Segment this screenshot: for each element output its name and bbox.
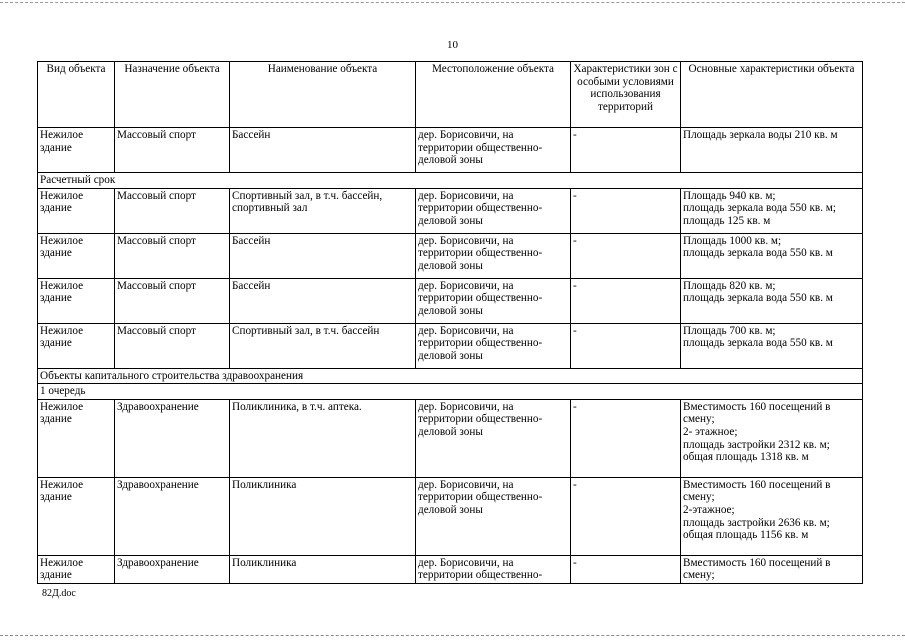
cell-type: Нежилое здание: [38, 278, 115, 323]
feature-line: площадь 125 кв. м: [683, 214, 771, 227]
cell-features: [681, 278, 863, 323]
table-row: [38, 188, 863, 233]
cell-features: [681, 188, 863, 233]
feature-line: площадь зеркала вода 550 кв. м;: [683, 202, 836, 215]
table-row: [38, 555, 863, 583]
column-header-purpose: Назначение объекта: [115, 62, 230, 128]
cell-name: Спортивный зал, в т.ч. бассейн: [230, 323, 416, 368]
section-label: Расчетный срок: [38, 173, 863, 189]
cell-location: дер. Борисовичи, на территории общественно-: [416, 555, 571, 583]
cell-features: [681, 233, 863, 278]
table-row: [38, 233, 863, 278]
feature-line: Вместимость 160 посещений в: [683, 400, 831, 413]
cell-location: дер. Борисовичи, на территории общественно-деловой зоны: [416, 128, 571, 173]
cell-purpose: Массовый спорт: [115, 128, 230, 173]
feature-line: смену;: [683, 491, 715, 504]
cell-type: Нежилое здание: [38, 188, 115, 233]
table-section-row: [38, 368, 863, 384]
cell-purpose: Массовый спорт: [115, 233, 230, 278]
feature-line: Площадь 700 кв. м;: [683, 324, 776, 337]
cell-purpose: Массовый спорт: [115, 188, 230, 233]
cell-zones: -: [571, 128, 681, 173]
cell-location: дер. Борисовичи, на территории общественно-деловой зоны: [416, 323, 571, 368]
section-label: 1 очередь: [38, 384, 863, 400]
feature-line: площадь застройки 2312 кв. м;: [683, 438, 830, 451]
cell-type: Нежилое здание: [38, 128, 115, 173]
cell-features: [681, 399, 863, 477]
table-header-row: [38, 62, 863, 128]
cell-zones: -: [571, 233, 681, 278]
cell-purpose: Здравоохранение: [115, 477, 230, 555]
cell-location: дер. Борисовичи, на территории общественно-деловой зоны: [416, 278, 571, 323]
feature-line: Вместимость 160 посещений в: [683, 556, 831, 569]
feature-line: общая площадь 1318 кв. м: [683, 451, 809, 464]
cell-purpose: Здравоохранение: [115, 399, 230, 477]
feature-line: площадь зеркала вода 550 кв. м: [683, 337, 833, 350]
cell-zones: -: [571, 323, 681, 368]
column-header-location: Местоположение объекта: [416, 62, 571, 128]
feature-line: площадь застройки 2636 кв. м;: [683, 516, 830, 529]
cell-name: Поликлиника, в т.ч. аптека.: [230, 399, 416, 477]
column-header-zones: Характеристики зон с особыми условиями использования территорий: [571, 62, 681, 128]
feature-line: Вместимость 160 посещений в: [683, 478, 831, 491]
table-row: [38, 128, 863, 173]
cell-type: Нежилое здание: [38, 555, 115, 583]
cell-features: [681, 555, 863, 583]
cell-zones: -: [571, 477, 681, 555]
cell-name: Бассейн: [230, 233, 416, 278]
table-section-row: [38, 384, 863, 400]
table-row: [38, 399, 863, 477]
cell-location: дер. Борисовичи, на территории общественно-деловой зоны: [416, 399, 571, 477]
cell-type: Нежилое здание: [38, 323, 115, 368]
column-header-name: Наименование объекта: [230, 62, 416, 128]
cell-zones: -: [571, 399, 681, 477]
feature-line: Площадь 820 кв. м;: [683, 279, 776, 292]
objects-table: [37, 61, 863, 584]
feature-line: смену;: [683, 413, 715, 426]
feature-line: площадь зеркала вода 550 кв. м: [683, 247, 833, 260]
scan-bottom-edge: [0, 635, 905, 636]
section-label: Объекты капитального строительства здравоохранения: [38, 368, 863, 384]
cell-location: дер. Борисовичи, на территории общественно-деловой зоны: [416, 188, 571, 233]
cell-purpose: Массовый спорт: [115, 278, 230, 323]
cell-features: [681, 477, 863, 555]
cell-type: Нежилое здание: [38, 399, 115, 477]
cell-location: дер. Борисовичи, на территории общественно-деловой зоны: [416, 477, 571, 555]
table-section-row: [38, 173, 863, 189]
cell-features: [681, 323, 863, 368]
cell-name: Бассейн: [230, 278, 416, 323]
column-header-features: Основные характеристики объекта: [681, 62, 863, 128]
cell-name: Бассейн: [230, 128, 416, 173]
feature-line: Площадь зеркала воды 210 кв. м: [683, 129, 838, 141]
column-header-type: Вид объекта: [38, 62, 115, 128]
cell-name: Поликлиника: [230, 477, 416, 555]
cell-zones: -: [571, 278, 681, 323]
cell-features: [681, 128, 863, 173]
table-row: [38, 477, 863, 555]
scan-top-edge: [0, 2, 905, 3]
feature-line: 2-этажное;: [683, 503, 735, 516]
table-row: [38, 323, 863, 368]
feature-line: площадь зеркала вода 550 кв. м: [683, 292, 833, 305]
cell-type: Нежилое здание: [38, 477, 115, 555]
page-number: 10: [447, 39, 458, 51]
cell-location: дер. Борисовичи, на территории общественно-деловой зоны: [416, 233, 571, 278]
cell-name: Поликлиника: [230, 555, 416, 583]
table-row: [38, 278, 863, 323]
cell-zones: -: [571, 555, 681, 583]
cell-name: Спортивный зал, в т.ч. бассейн, спортивный зал: [230, 188, 416, 233]
cell-type: Нежилое здание: [38, 233, 115, 278]
feature-line: общая площадь 1156 кв. м: [683, 529, 809, 542]
cell-purpose: Массовый спорт: [115, 323, 230, 368]
feature-line: Площадь 1000 кв. м;: [683, 234, 782, 247]
footer-filename: 82Д.doc: [42, 588, 76, 599]
cell-purpose: Здравоохранение: [115, 555, 230, 583]
feature-line: смену;: [683, 569, 715, 582]
cell-zones: -: [571, 188, 681, 233]
feature-line: 2- этажное;: [683, 425, 738, 438]
feature-line: Площадь 940 кв. м;: [683, 189, 776, 202]
